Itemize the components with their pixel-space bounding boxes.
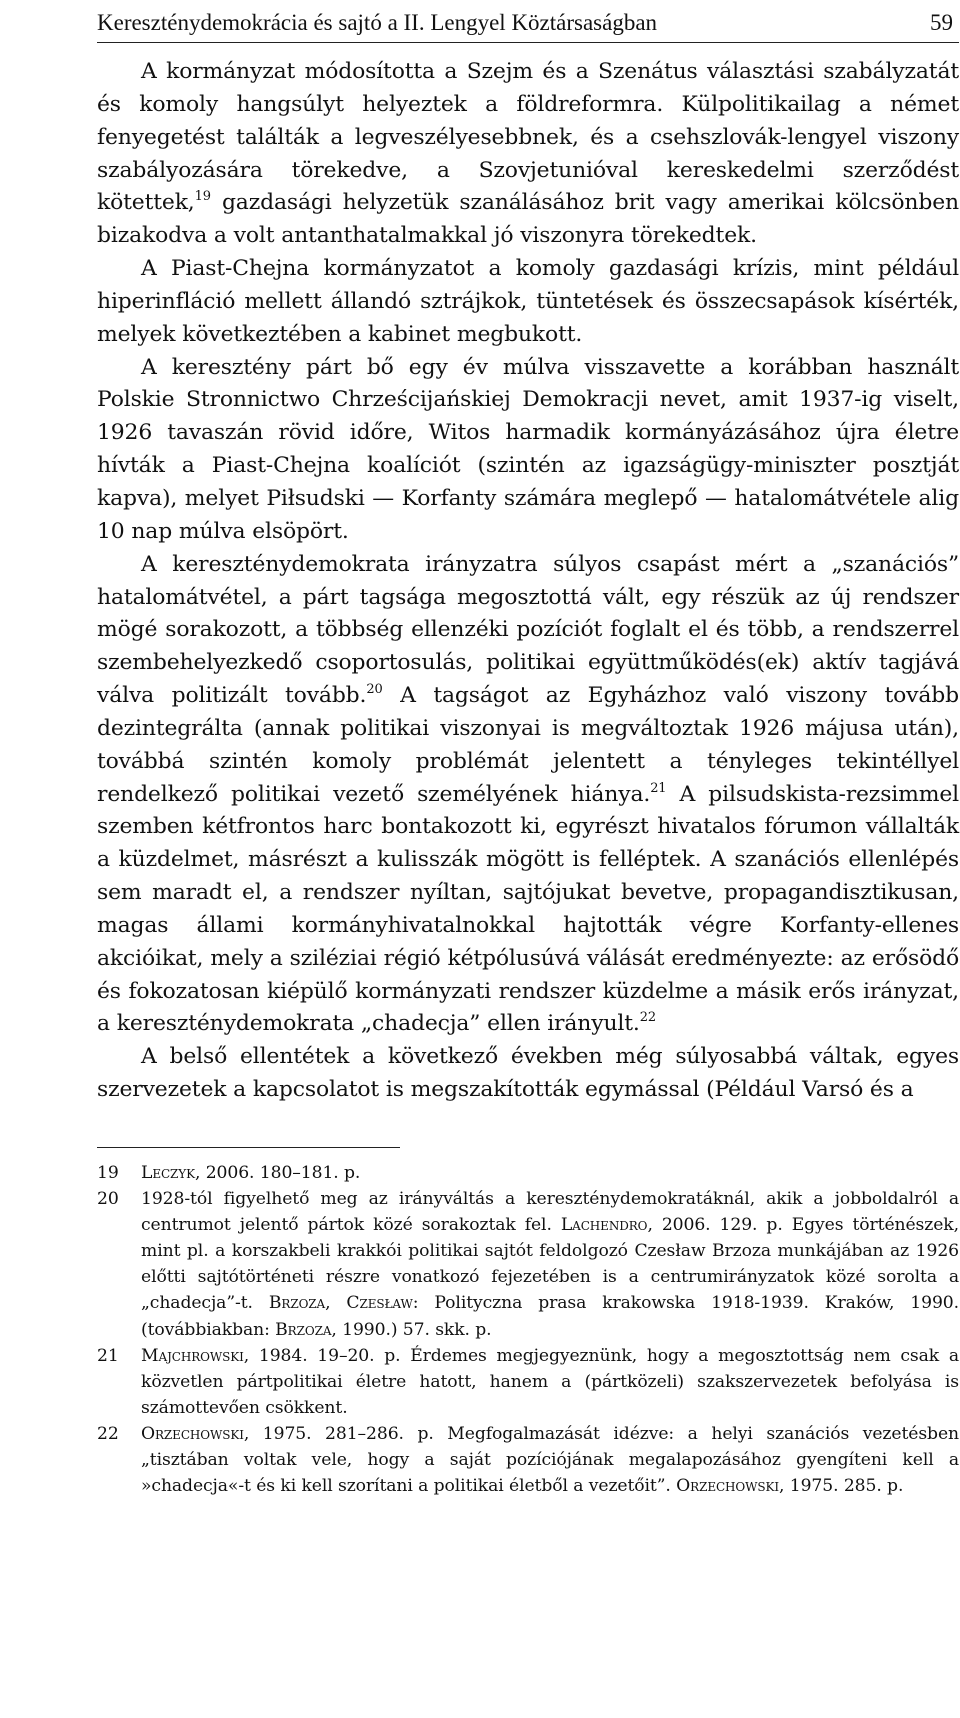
footnote-author: Majchrowski [141,1345,244,1366]
paragraph-text: A Piast-Chejna kormányzatot a komoly gazdasági krízis, mint például hiperinfláció mellett állandó sztrájkok, tüntetések és összecsapások kísérték, melyek következtében a kabinet megbukott. [97,256,959,347]
paragraph-4 [97,549,959,1042]
body-text [97,56,959,1107]
footnote-text [141,1160,959,1186]
footnote-19 [97,1160,959,1186]
footnote-author: Brzoza, Czesław [268,1293,413,1314]
footnotes [97,1160,959,1499]
footnote-number: 19 [97,1163,119,1183]
footnote-number: 20 [97,1189,119,1210]
paragraph-5 [97,1041,959,1107]
footnote-text [141,1186,959,1343]
footnote-author: Orzechowski [676,1476,780,1497]
footnote-citation: 1928-tól figyelhető meg az irányváltás a kereszténydemokratáknál, akik a jobboldalról a centrumot jelentő pártok közé sorakoztak fel. [141,1189,959,1236]
paragraph-text: A keresztény párt bő egy év múlva visszavette a korábban használt Polskie Stronnictwo Chrześcijańskiej Demokracji nevet, amit 1937-ig viselt, 1926 tavaszán rövid időre, Witos harmadik kormányázásához újra életre hívták a Piast-Chejna koalíciót (szintén az igazságügy-miniszter posztját kapva), melyet Piłsudski — Korfanty számára meglepő — hatalomátvétele alig 10 nap múlva elsöpört. [97,354,959,544]
footnote-20 [97,1186,959,1343]
footnote-author: Brzoza [275,1319,332,1340]
footnote-number: 22 [97,1423,119,1444]
paragraph-text: A tagságot az Egyházhoz való viszony tovább dezintegrálta (annak politikai viszonyai is megváltoztak 1926 májusa után), továbbá szintén komoly problémát jelentett a tényleges tekintéllyel rendelkező politikai vezető személyének hiánya. [97,683,959,807]
paragraph-1 [97,56,959,253]
footnote-ref-21[interactable]: 21 [650,780,667,796]
paragraph-text: gazdasági helyzetük szanálásához brit vagy amerikai kölcsönben bizakodva a volt antanthatalmakkal jó viszonyra törekedtek. [97,190,959,249]
paragraph-text: A pilsudskista-rezsimmel szemben kétfrontos harc bontakozott ki, egyrészt hivatalos fórumon vállalták a küzdelmet, másrészt a kulisszák mögött is felléptek. A szanációs ellenlépés sem maradt el, a rendszer nyíltan, sajtójukat bevetve, propagandisztikusan, magas állami kormányhivatalnokkal hajtották végre Korfanty-ellenes akcióikat, mely a sziléziai régió kétpólusúvá válását eredményezte: az erősödő és fokozatosan kiépülő kormányzati rendszer küzdelme a másik erős irányzat, a kereszténydemokrata „chadecja” ellen irányult. [97,781,959,1037]
footnote-22 [97,1421,959,1499]
footnote-ref-22[interactable]: 22 [639,1010,656,1026]
footnote-ref-19[interactable]: 19 [194,189,211,205]
footnote-21 [97,1343,959,1421]
footnote-citation: : Polityczna prasa krakowska 1918-1939. Kraków, 1990. (továbbiakban: [141,1293,959,1340]
footnote-number: 21 [97,1345,119,1366]
paragraph-text: A kereszténydemokrata irányzatra súlyos csapást mért a „szanációs” hatalomátvétel, a párt tagsága megosztottá vált, egy részük az új rendszer mögé sorakozott, a többség ellenzéki pozíciót foglalt el és több, a rendszerrel szembehelyezkedő csoportosulás, politikai együttműködés(ek) aktív tagjává válva politizált tovább. [97,551,959,709]
footnote-citation: , 1975. 285. p. [779,1476,904,1497]
footnote-citation: , 2006. 129. p. Egyes történészek, mint pl. a korszakbeli krakkói politikai sajtót feldolgozó Czesław Brzoza munkájában az 1926 előtti sajtótörténeti részre vonatkozó fejezetében is a centrumirányzatok közé sorolta a „chadecja”-t. [141,1215,959,1314]
footnote-author: Lachendro [560,1215,648,1236]
paragraph-text: A kormányzat módosította a Szejm és a Szenátus választási szabályzatát és komoly hangsúlyt helyeztek a földreformra. Külpolitikailag a német fenyegetést találták a legveszélyesebbnek, és a csehszlovák-lengyel viszony szabályozására törekedve, a Szovjetunióval kereskedelmi szerződést kötettek, [97,59,959,216]
header-rule [97,42,959,43]
footnote-separator [97,1147,400,1148]
footnote-author: Orzechowski [141,1423,244,1444]
footnote-citation: , 1975. 281–286. p. Megfogalmazását idézve: a helyi szanációs vezetésben „tisztában voltak vele, hogy a saját pozíciójának megalapozásához gyengíteni kell a »chadecja«-t és ki kell szorítani a politikai életből a vezetőit”. [141,1423,959,1497]
footnote-citation: , 2006. 180–181. p. [194,1163,361,1183]
footnote-citation: , 1990.) 57. skk. p. [331,1319,492,1340]
footnote-text [141,1421,959,1499]
paragraph-text: A belső ellentétek a következő években még súlyosabbá váltak, egyes szervezetek a kapcsolatot is megszakították egymással (Például Varsó és a [97,1044,959,1103]
paragraph-3 [97,352,959,549]
footnote-ref-20[interactable]: 20 [366,682,383,698]
paragraph-2 [97,253,959,352]
page-number: 59 [930,10,953,35]
footnote-text [141,1343,959,1421]
footnote-citation: , 1984. 19–20. p. Érdemes megjegyeznünk, hogy a megosztottság nem csak a közvetlen pártpolitikai életre hatott, hanem a (pártközeli) szakszervezetek befolyása is számottevően csökkent. [141,1345,959,1418]
running-title: Kereszténydemokrácia és sajtó a II. Lengyel Köztársaságban [97,10,658,35]
running-head [97,4,953,42]
footnote-author: Leczyk [141,1163,195,1183]
